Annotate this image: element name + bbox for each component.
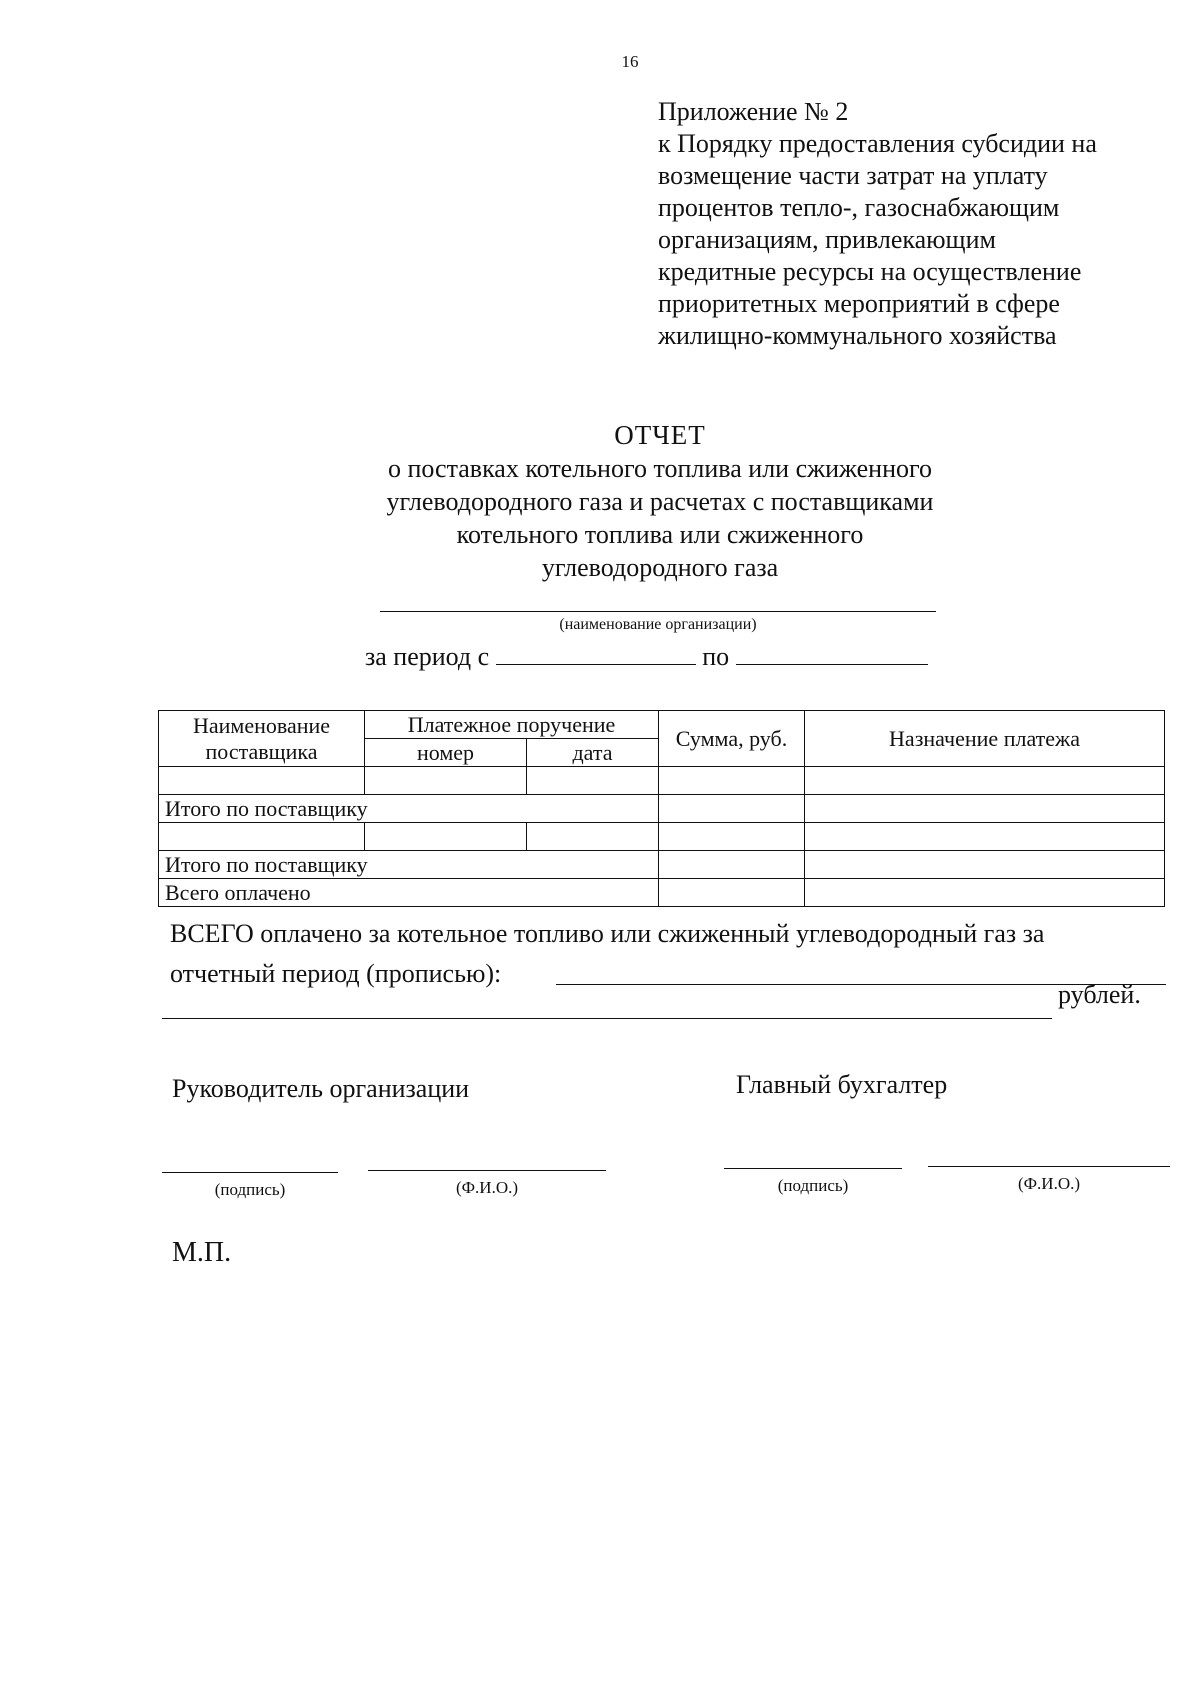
table-row [159, 879, 1165, 907]
accountant-title: Главный бухгалтер [736, 1070, 948, 1099]
header-purpose: Назначение платежа [805, 711, 1165, 767]
cell-total-label: Всего оплачено [159, 879, 659, 907]
table-row [159, 823, 1165, 851]
header-number: номер [365, 739, 527, 767]
cell-sum[interactable] [659, 795, 805, 823]
accountant-name-caption: (Ф.И.О.) [1017, 1174, 1081, 1193]
cell-date[interactable] [527, 823, 659, 851]
total-in-words-field-continued[interactable] [162, 1018, 1052, 1019]
accountant-signature-field[interactable] [724, 1168, 902, 1169]
appendix-line: кредитные ресурсы на осуществление [658, 257, 1082, 286]
period-prefix: за период с [365, 642, 490, 671]
appendix-block [658, 96, 1178, 352]
accountant-signature-caption: (подпись) [777, 1176, 849, 1195]
cell-purpose[interactable] [805, 795, 1165, 823]
table-row [159, 795, 1165, 823]
period-line [365, 640, 928, 672]
cell-subtotal-label: Итого по поставщику [159, 795, 659, 823]
period-end-field[interactable] [736, 640, 928, 665]
report-subtitle-line: о поставках котельного топлива или сжиженного [387, 454, 933, 483]
currency-label: рублей. [1058, 980, 1141, 1009]
appendix-line: Приложение № 2 [658, 97, 849, 126]
report-subtitle-line: углеводородного газа и расчетах с поставщиками [386, 487, 934, 516]
header-sum: Сумма, руб. [659, 711, 805, 767]
header-supplier-name: Наименование поставщика [159, 711, 365, 767]
head-signature-field[interactable] [162, 1172, 338, 1173]
cell-purpose[interactable] [805, 879, 1165, 907]
cell-number[interactable] [365, 767, 527, 795]
period-start-field[interactable] [496, 640, 696, 665]
appendix-line: организациям, привлекающим [658, 225, 996, 254]
cell-supplier[interactable] [159, 823, 365, 851]
report-subtitle-line: котельного топлива или сжиженного [456, 520, 864, 549]
total-paid-statement [170, 914, 1170, 994]
head-name-field[interactable] [368, 1170, 606, 1171]
organization-name-field[interactable] [380, 611, 936, 612]
table-row [159, 851, 1165, 879]
period-middle: по [702, 642, 730, 671]
appendix-line: к Порядку предоставления субсидии на [658, 129, 1097, 158]
header-payment-order: Платежное поручение [365, 711, 659, 739]
report-title-block [300, 418, 1020, 584]
cell-purpose[interactable] [805, 767, 1165, 795]
stamp-place-label: М.П. [172, 1237, 232, 1268]
total-statement-line1: ВСЕГО оплачено за котельное топливо или сжиженный углеводородный газ за [170, 919, 1045, 948]
accountant-name-field[interactable] [928, 1166, 1170, 1167]
appendix-line: жилищно-коммунального хозяйства [658, 321, 1057, 350]
head-title: Руководитель организации [172, 1074, 470, 1103]
table-row [159, 767, 1165, 795]
payments-table [158, 710, 1165, 907]
total-statement-line2: отчетный период (прописью): [170, 959, 502, 988]
head-signature-caption: (подпись) [214, 1180, 286, 1199]
cell-supplier[interactable] [159, 767, 365, 795]
appendix-line: приоритетных мероприятий в сфере [658, 289, 1060, 318]
cell-sum[interactable] [659, 851, 805, 879]
cell-date[interactable] [527, 767, 659, 795]
cell-purpose[interactable] [805, 823, 1165, 851]
cell-sum[interactable] [659, 823, 805, 851]
header-date: дата [527, 739, 659, 767]
page-number: 16 [621, 52, 639, 71]
report-title: ОТЧЕТ [614, 420, 706, 450]
cell-purpose[interactable] [805, 851, 1165, 879]
appendix-line: возмещение части затрат на уплату [658, 161, 1048, 190]
head-name-caption: (Ф.И.О.) [455, 1178, 519, 1197]
cell-number[interactable] [365, 823, 527, 851]
cell-subtotal-label: Итого по поставщику [159, 851, 659, 879]
report-subtitle-line: углеводородного газа [541, 553, 779, 582]
cell-sum[interactable] [659, 879, 805, 907]
organization-name-caption: (наименование организации) [559, 616, 757, 633]
cell-sum[interactable] [659, 767, 805, 795]
appendix-line: процентов тепло-, газоснабжающим [658, 193, 1060, 222]
